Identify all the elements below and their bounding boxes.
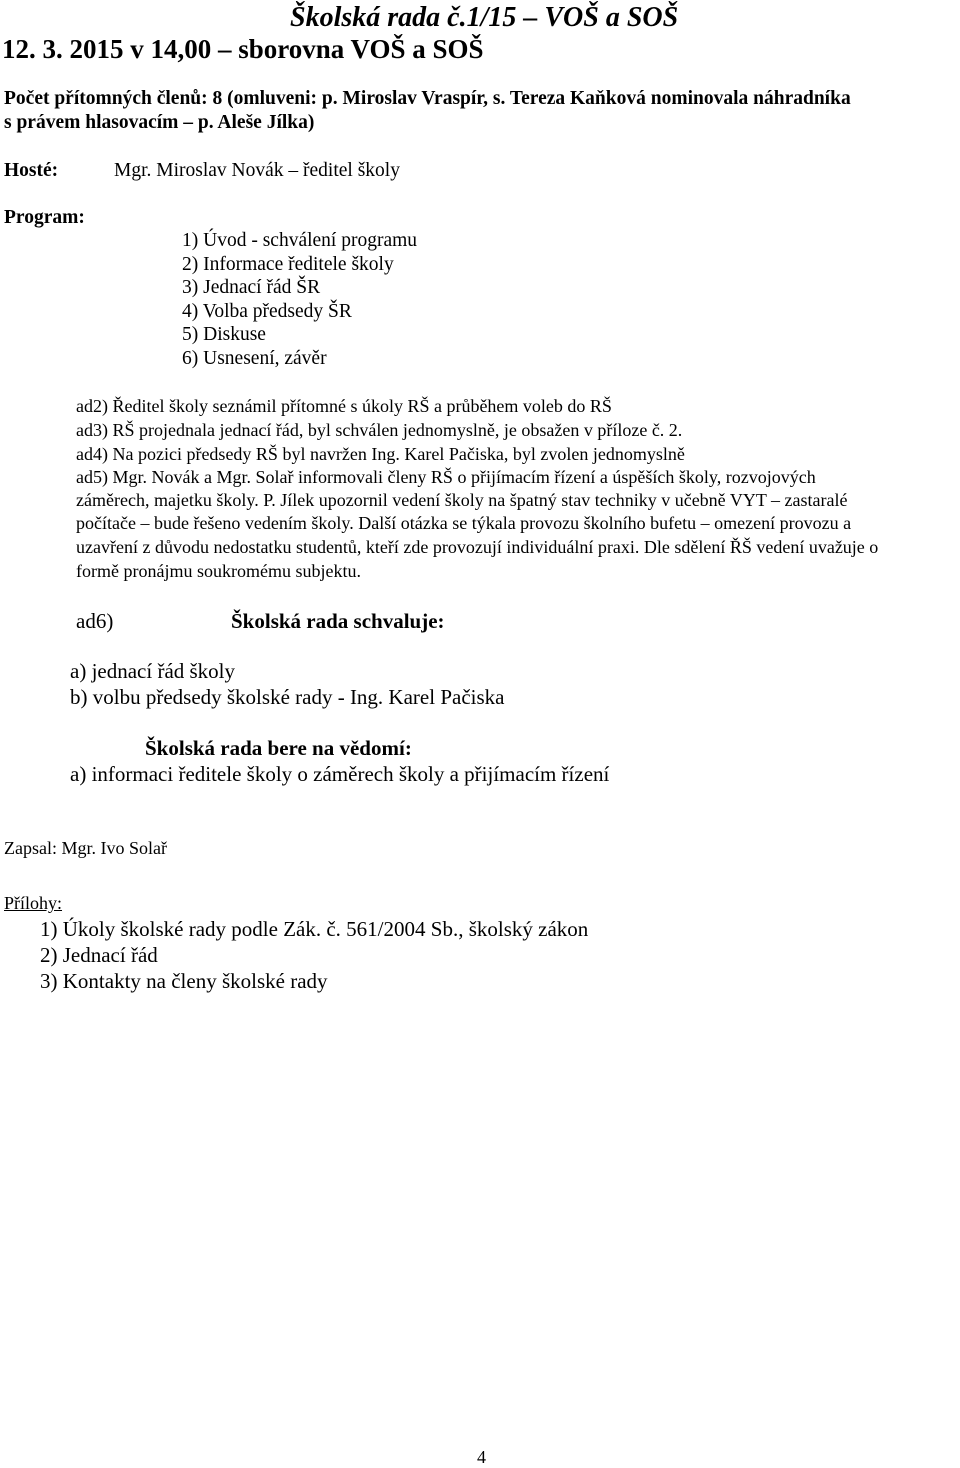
minutes-line: ad4) Na pozici předsedy RŠ byl navržen Ing. Karel Pačiska, byl zvolen jednomyslně — [76, 444, 685, 464]
notes-heading: Školská rada bere na vědomí: — [145, 736, 412, 760]
attachment-item: 1) Úkoly školské rady podle Zák. č. 561/2004 Sb., školský zákon — [40, 917, 589, 941]
program-item: 6) Usnesení, závěr — [182, 348, 327, 369]
page-number: 4 — [477, 1447, 486, 1467]
attachment-item: 2) Jednací řád — [40, 943, 158, 967]
approves-item: b) volbu předsedy školské rady - Ing. Karel Pačiska — [70, 685, 505, 709]
minutes-line: ad3) RŠ projednala jednací řád, byl schválen jednomyslně, je obsažen v příloze č. 2. — [76, 420, 683, 440]
program-item: 1) Úvod - schválení programu — [182, 230, 418, 251]
program-item: 3) Jednací řád ŠR — [182, 277, 321, 298]
document-title: Školská rada č.1/15 – VOŠ a SOŠ — [290, 2, 679, 33]
minutes-line: ad5) Mgr. Novák a Mgr. Solař informovali členy RŠ o přijímacím řízení a úspěších školy, rozvojových — [76, 467, 816, 487]
recorder: Zapsal: Mgr. Ivo Solař — [4, 838, 167, 858]
approves-item: a) jednací řád školy — [70, 659, 236, 683]
minutes-line: záměrech, majetku školy. P. Jílek upozornil vedení školy na špatný stav techniky v učebně VYT – zastaralé — [76, 490, 848, 510]
attachment-item: 3) Kontakty na členy školské rady — [40, 969, 328, 993]
program-label: Program: — [4, 207, 85, 228]
minutes-line: ad2) Ředitel školy seznámil přítomné s úkoly RŠ a průběhem voleb do RŠ — [76, 396, 612, 416]
attendance-line-2: s právem hlasovacím – p. Aleše Jílka) — [4, 112, 315, 133]
notes-item: a) informaci ředitele školy o záměrech školy a přijímacím řízení — [70, 762, 610, 786]
program-item: 4) Volba předsedy ŠR — [182, 301, 352, 322]
resolution-ad-label: ad6) — [76, 609, 114, 633]
guests-label: Hosté: — [4, 160, 59, 181]
approves-heading: Školská rada schvaluje: — [231, 609, 445, 633]
meeting-date-place: 12. 3. 2015 v 14,00 – sborovna VOŠ a SOŠ — [2, 34, 484, 64]
minutes-line: počítače – bude řešeno vedením školy. Další otázka se týkala provozu školního bufetu – omezení provozu a — [76, 513, 852, 533]
minutes-line: formě pronájmu soukromému subjektu. — [76, 561, 361, 581]
program-item: 2) Informace ředitele školy — [182, 254, 394, 275]
attachments-label: Přílohy: — [4, 893, 63, 913]
program-item: 5) Diskuse — [182, 324, 266, 345]
attendance-line-1: Počet přítomných členů: 8 (omluveni: p. Miroslav Vraspír, s. Tereza Kaňková nominovala náhradníka — [4, 88, 851, 109]
minutes-line: uzavření z důvodu nedostatku studentů, kteří zde provozují individuální praxi. Dle sdělení ŘŠ vedení uvažuje o — [76, 537, 879, 557]
guests-value: Mgr. Miroslav Novák – ředitel školy — [114, 160, 400, 181]
